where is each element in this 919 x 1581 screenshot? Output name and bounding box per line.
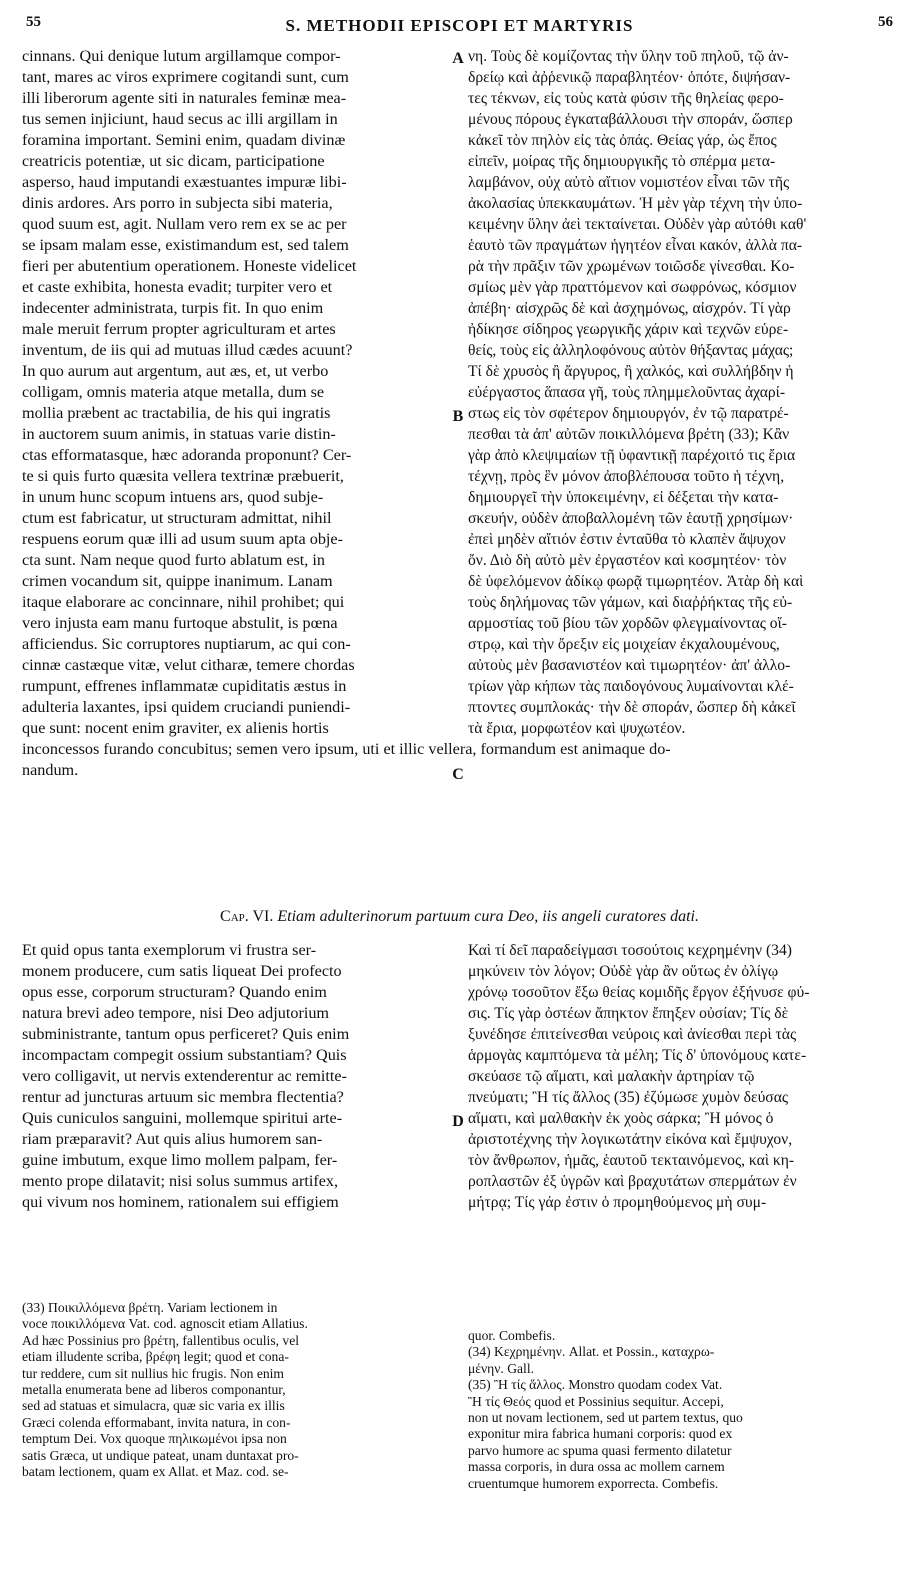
text-line: ροπλαστῶν ἐξ ὑγρῶν καὶ βραχυτάτων σπερμάτων ἐν bbox=[468, 1173, 797, 1190]
text-line: μένους πόρους ἐγκαταβάλλουσι τὴν σποράν, ὥσπερ bbox=[468, 111, 793, 128]
text-line: in auctorem suum animis, in statuas varie distin- bbox=[22, 425, 336, 443]
text-line: que sunt: nocent enim graviter, ex alienis hortis bbox=[22, 719, 329, 737]
text-line: Quis cuniculos sanguini, mollemque spiritui arte- bbox=[22, 1109, 343, 1127]
footnote-line: (33) Ποικιλλόμενα βρέτη. Variam lectionem in bbox=[22, 1300, 278, 1315]
text-line: adulteria laxantes, ipsi quidem cruciandi puniendi- bbox=[22, 698, 351, 716]
text-line: ἑαυτὸ τῶν πραγμάτων ἡγητέον εἶναι κακόν, ἀλλὰ πα- bbox=[468, 237, 803, 254]
footnote-line: sed ad statuas et simulacra, quæ sic varia ex illis bbox=[22, 1398, 285, 1414]
text-line: αἵματι, καὶ μαλθακὴν ἐκ χοὸς σάρκα; Ἢ μόνος ὁ bbox=[468, 1110, 774, 1127]
footnote-line: non ut novam lectionem, sed ut partem textus, quo bbox=[468, 1409, 743, 1425]
text-line: τέχνῃ, πρὸς ἓν μόνον ἀποβλέπουσα τοῦτο ἡ τέχνη, bbox=[468, 468, 785, 485]
greek-column-upper bbox=[468, 46, 904, 898]
text-line: τὸν ἄνθρωπον, ἡμᾶς, ἑαυτοῦ τεκταινόμενος, καὶ κη- bbox=[468, 1152, 795, 1169]
text-line: λαμβάνον, οὐχ αὐτὸ αἴτιον νομιστέον εἶναι τῶν τῆς bbox=[468, 174, 790, 191]
footnote-line: exponitur mira fabrica humani corporis: quod ex bbox=[468, 1426, 733, 1442]
text-line: male meruit ferrum propter agriculturam et artes bbox=[22, 320, 336, 338]
text-line: mento prope dilatavit; nisi solus summus artifex, bbox=[22, 1172, 339, 1190]
text-line: κἀκεῖ τὸν πηλὸν εἰς τὰς ὀπάς. Θείας γάρ, ὡς ἔπος bbox=[468, 132, 777, 149]
footnote-line: parvo humore ac spuma quasi fermento dilatetur bbox=[468, 1442, 732, 1458]
text-line: ὄν. Διὸ δὴ αὐτὸ μὲν ἐργαστέον καὶ κοσμητέον· τὸν bbox=[468, 552, 787, 569]
text-line: τοὺς δηλήμονας τῶν γάμων, καὶ διαῤῥήκτας τῆς εὐ- bbox=[468, 594, 793, 611]
text-line: ἁρμογὰς καμπτόμενα τὰ μέλη; Τίς δ' ὑπονόμους κατε- bbox=[468, 1047, 807, 1064]
text-line: ctas efformatasque, hæc adoranda proponunt? Cer- bbox=[22, 446, 352, 464]
text-line: πεσθαι τὰ ἀπ' αὐτῶν ποικιλλόμενα βρέτη (33); Κἂν bbox=[468, 426, 790, 443]
text-line: δρείῳ καὶ ἀῤῥενικῷ παραβλητέον· ὁπότε, διψήσαν- bbox=[468, 69, 791, 86]
text-line: incompactam compegit ossium substantiam? Quis bbox=[22, 1046, 347, 1064]
text-line: inventum, de iis qui ad mutuas illud cædes acuunt? bbox=[22, 341, 353, 359]
text-line: πτοντες συμπλοκάς· τὴν δὲ σποράν, ὥσπερ δὴ κἀκεῖ bbox=[468, 699, 796, 716]
text-line: αρμοστίας τοῦ βίου τῶν χορδῶν φλεγμαίνοντας οἴ- bbox=[468, 615, 787, 632]
text-line: πνεύματι; Ἢ τίς ἄλλος (35) ἐζύμωσε χυμὸν δεύσας bbox=[468, 1089, 789, 1106]
text-line: χρόνῳ τοσοῦτον ἔξω θείας κομιδῆς ἔργον ἐξήνυσε φύ- bbox=[468, 984, 810, 1001]
text-line: rentur ad juncturas artuum sic membra flectentia? bbox=[22, 1088, 344, 1106]
text-line: riam præparavit? Aut quis alius humorem san- bbox=[22, 1130, 323, 1148]
text-line: in unum hunc scopum intuens ars, quod subje- bbox=[22, 488, 324, 506]
text-line: afficiendus. Sic corruptores nuptiarum, ac qui con- bbox=[22, 635, 351, 653]
text-line: ctum est fabricatur, ut structuram admittat, nihil bbox=[22, 509, 332, 527]
footnote-line: tur reddere, cum sit nullius hic frugis. Non enim bbox=[22, 1365, 285, 1381]
footnote-line: Ad hæc Possinius pro βρέτη, fallentibus oculis, vel bbox=[22, 1332, 300, 1348]
text-line: σμίως μὲν γὰρ πραττόμενον καὶ σωφρόνως, κόσμιον bbox=[468, 279, 797, 296]
text-line: cta sunt. Nam neque quod furto ablatum est, in bbox=[22, 551, 325, 569]
section-marker-b: B bbox=[452, 408, 464, 425]
text-line: vero injusta eam manu furtoque abstulit, is pœna bbox=[22, 614, 338, 632]
section-marker-d: D bbox=[452, 1113, 464, 1130]
footnote-line: quor. Combefis. bbox=[468, 1328, 556, 1343]
text-line: cinnæ castæque vitæ, velut citharæ, temere chordas bbox=[22, 656, 355, 674]
footnote-line: (35) Ἢ τίς ἄλλος. Monstro quodam codex Vat. bbox=[468, 1377, 723, 1393]
text-line: In quo aurum aut argentum, aut æs, et, ut verbo bbox=[22, 362, 329, 380]
footnotes-right bbox=[468, 1328, 904, 1581]
text-line: Et quid opus tanta exemplorum vi frustra ser- bbox=[22, 941, 317, 959]
text-line: Τί δὲ χρυσὸς ἢ ἄργυρος, ἢ χαλκός, καὶ συλλήβδην ἡ bbox=[468, 363, 794, 380]
text-line: αὐτοὺς μὲν βασανιστέον καὶ τιμωρητέον· ἀπ' ἀλλο- bbox=[468, 657, 791, 674]
text-line: te si quis furto quæsita vellera textrinæ præbuerit, bbox=[22, 467, 344, 485]
text-line: mollia præbent ac tractabilia, de his qui ingratis bbox=[22, 404, 331, 422]
text-line: κειμένην ὕλην ἀεὶ τεκταίνεται. Οὐδὲν γὰρ αὐτόθι καθ' bbox=[468, 216, 807, 233]
text-line: crimen vocandum sit, quippe inanimum. Lanam bbox=[22, 572, 333, 590]
text-line: ἀριστοτέχνης τὴν λογικωτάτην εἰκόνα καὶ ἔμψυχον, bbox=[468, 1131, 793, 1148]
text-line: indecenter administrata, turpis fit. In quo enim bbox=[22, 299, 324, 317]
text-line: τὰ ἔρια, μορφωτέον καὶ ψυχωτέον. bbox=[468, 720, 686, 737]
footnote-line: metalla enumerata bene ad liberos componantur, bbox=[22, 1381, 286, 1397]
text-line: ἀκολασίας ὑπεκκαυμάτων. Ἡ μὲν γὰρ τέχνη τὴν ὑπο- bbox=[468, 195, 803, 212]
text-line: rumpunt, effrenes inflammatæ cupiditatis æstus in bbox=[22, 677, 347, 695]
text-line: monem producere, cum satis liqueat Dei profecto bbox=[22, 962, 342, 980]
text-line: στως εἰς τὸν σφέτερον δημιουργόν, ἐν τῷ παρατρέ- bbox=[468, 405, 789, 422]
text-line: ἐπεὶ μηδὲν αἴτιόν ἐστιν ἐνταῦθα τὸ κλαπὲν ἄψυχον bbox=[468, 531, 786, 548]
text-line: creatricis potentiæ, ut sic dicam, participatione bbox=[22, 152, 325, 170]
latin-column-lower bbox=[22, 940, 452, 1286]
text-line: inconcessos furando concubitus; semen vero ipsum, uti et illic vellera, formandum est animaque do- bbox=[22, 740, 671, 758]
text-line: θείς, τοὺς εἰς ἀλληλοφόνους αὐτὸν θήξαντας μάχας; bbox=[468, 342, 794, 359]
text-line: δημιουργεῖ τὴν ὑποκειμένην, εἰ δέξεται τὴν κατα- bbox=[468, 489, 779, 506]
text-line: quod suum est, agit. Nullam vero rem ex se ac per bbox=[22, 215, 347, 233]
text-line: μήτρᾳ; Τίς γάρ ἐστιν ὁ προμηθούμενος μὴ συμ- bbox=[468, 1194, 767, 1211]
text-line: ἠδίκησε σίδηρος γεωργικῆς χάριν καὶ τεχνῶν εὑρε- bbox=[468, 321, 789, 338]
text-line: fieri per abutentium operationem. Honeste videlicet bbox=[22, 257, 357, 275]
text-line: nandum. bbox=[22, 761, 79, 779]
text-line: tus semen injiciunt, haud secus ac illi argillam in bbox=[22, 110, 338, 128]
footnotes-left bbox=[22, 1300, 452, 1568]
text-line: opus esse, corporum structuram? Quando enim bbox=[22, 983, 327, 1001]
footnote-line: Ἢ τίς Θεός quod et Possinius sequitur. Accepi, bbox=[468, 1393, 724, 1409]
text-line: ἀπέβη· αἰσχρῶς δὲ καὶ ἀσχημόνως, αἰσχρόν. Τί γὰρ bbox=[468, 300, 791, 317]
text-line: se ipsam malam esse, existimandum est, sed talem bbox=[22, 236, 349, 254]
footnote-line: massa corporis, in dura ossa ac mollem carnem bbox=[468, 1459, 725, 1475]
greek-column-lower bbox=[468, 940, 904, 1286]
chapter-label: Cap. VI. bbox=[220, 908, 274, 925]
text-line: μηκύνειν τὸν λόγον; Οὐδὲ γὰρ ἂν οὕτως ἐν ὀλίγῳ bbox=[468, 963, 779, 980]
text-line: colligam, omnis materia atque metalla, dum se bbox=[22, 383, 325, 401]
footnote-line: cruentumque humorem exporrecta. Combefis. bbox=[468, 1475, 719, 1491]
text-line: subministrante, tantum opus perficeret? Quis enim bbox=[22, 1025, 350, 1043]
footnote-line: satis Græca, ut undique pateat, unam duntaxat pro- bbox=[22, 1447, 299, 1463]
footnote-line: temptum Dei. Vox quoque πηλικωμένοι ipsa non bbox=[22, 1431, 287, 1447]
page-number-left: 55 bbox=[26, 14, 41, 30]
text-line: εἰπεῖν, μοίρας τῆς δημιουργικῆς τὸ σπέρμα μετα- bbox=[468, 153, 776, 170]
text-line: guine imbutum, exque limo mollem palpam, fer- bbox=[22, 1151, 338, 1169]
text-line: dinis ardores. Ars porro in subjecta sibi materia, bbox=[22, 194, 333, 212]
text-line: illi liberorum agente siti in naturales feminæ mea- bbox=[22, 89, 347, 107]
section-marker-c: C bbox=[452, 766, 464, 783]
footnote-line: μένην. Gall. bbox=[468, 1360, 534, 1376]
text-line: foramina important. Semini enim, quadam divinæ bbox=[22, 131, 346, 149]
text-line: Καὶ τί δεῖ παραδείγμασι τοσούτοις κεχρημένην (34) bbox=[468, 942, 792, 959]
text-line: cinnans. Qui denique lutum argillamque compor- bbox=[22, 47, 341, 65]
text-line: σκευήν, οὐδὲν ἀποβαλλομένη τῶν ἑαυτῇ χρησίμων· bbox=[468, 510, 794, 527]
footnote-line: etiam illudente scriba, βρέφη legit; quod et cona- bbox=[22, 1349, 289, 1365]
section-marker-a: A bbox=[452, 50, 464, 67]
text-line: δὲ ὑφελόμενον ἀδίκῳ φωρᾷ τιμωρητέον. Ἀτὰρ δὴ καὶ bbox=[468, 573, 804, 590]
chapter-title: Etiam adulterinorum partuum cura Deo, iis angeli curatores dati. bbox=[277, 908, 699, 925]
text-line: εὐέργαστος ἅπασα γῆ, τοὺς πλημμελοῦντας ἀχαρί- bbox=[468, 384, 786, 401]
text-line: σις. Τίς γὰρ ὀστέων ἄπηκτον ἔπηξεν οὐσίαν; Τίς δὲ bbox=[468, 1005, 789, 1022]
footnote-line: Græci colenda efformabant, invita natura, in con- bbox=[22, 1414, 291, 1430]
text-line: et caste exhibita, honesta evadit; turpiter vero et bbox=[22, 278, 333, 296]
text-line: vero colligavit, ut nervis extenderentur ac remitte- bbox=[22, 1067, 347, 1085]
running-header bbox=[0, 14, 919, 42]
page-number-right: 56 bbox=[878, 14, 893, 30]
text-line: natura brevi adeo tempore, nisi Deo adjutorium bbox=[22, 1004, 330, 1022]
text-line: γὰρ ἀπὸ κλεψιμαίων τῇ ὑφαντικῇ παρέχοιτό τις ἔρια bbox=[468, 447, 796, 464]
text-line: respuens eorum quæ illi ad usum suum apta obje- bbox=[22, 530, 343, 548]
footnote-line: batam lectionem, quam ex Allat. et Maz. cod. se- bbox=[22, 1463, 289, 1479]
text-line: asperso, haud imputandi exæstuantes impuræ libi- bbox=[22, 173, 347, 191]
text-line: τρίων γὰρ κήπων τὰς παιδογόνους λυμαίνονται κλέ- bbox=[468, 678, 794, 695]
text-line: στρῳ, καὶ τὴν ὄρεξιν εἰς μοιχείαν ἐκχαλουμένους, bbox=[468, 636, 780, 653]
text-line: νη. Τοὺς δὲ κομίζοντας τὴν ὕλην τοῦ πηλοῦ, τῷ ἀν- bbox=[468, 48, 789, 65]
text-line: qui vivum nos hominem, rationalem sui effigiem bbox=[22, 1193, 339, 1211]
running-title: S. METHODII EPISCOPI ET MARTYRIS bbox=[285, 16, 634, 35]
chapter-heading bbox=[0, 908, 919, 926]
footnote-line: (34) Κεχρημένην. Allat. et Possin., καταχρω- bbox=[468, 1344, 715, 1360]
text-line: τες τέκνων, εἰς τοὺς κατὰ φύσιν τῆς θηλείας φερο- bbox=[468, 90, 784, 107]
text-line: tant, mares ac viros exprimere cogitandi sunt, cum bbox=[22, 68, 349, 86]
footnote-line: voce ποικιλλόμενα Vat. cod. agnoscit etiam Allatius. bbox=[22, 1316, 308, 1332]
text-line: ξυνέδησε ἐπιτείνεσθαι νεύροις καὶ ἀνίεσθαι περὶ τὰς bbox=[468, 1026, 797, 1043]
text-line: itaque elaborare ac concinnare, nihil prohibet; qui bbox=[22, 593, 345, 611]
text-line: σκεύασε τῷ αἵματι, καὶ μαλακὴν ἀρτηρίαν τῷ bbox=[468, 1068, 755, 1085]
text-line: ρὰ τὴν πρᾶξιν τῶν χρωμένων τοιῶσδε γίνεσθαι. Κο- bbox=[468, 258, 795, 275]
